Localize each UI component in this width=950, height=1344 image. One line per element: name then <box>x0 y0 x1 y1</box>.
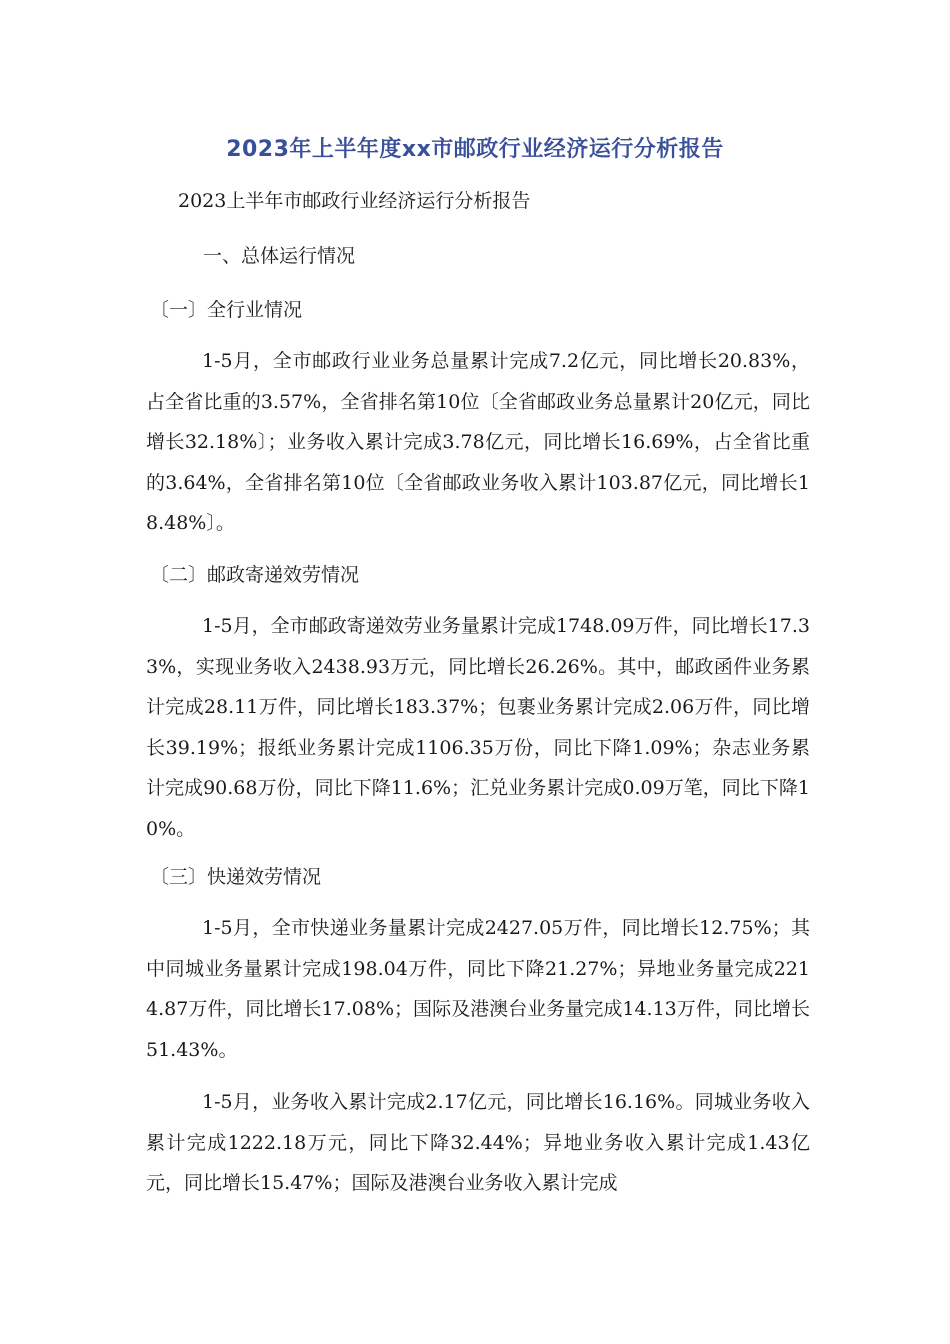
subsection-heading-industry: 〔一〕全行业情况 <box>150 299 303 321</box>
document-title: 2023年上半年度xx市邮政行业经济运行分析报告 <box>226 137 724 162</box>
section-heading-overall: 一、总体运行情况 <box>203 245 356 267</box>
paragraph-express-volume: 1-5月，全市快递业务量累计完成2427.05万件，同比增长12.75%；其中同城业务量累计完成198.04万件，同比下降21.27%；异地业务量完成2214.87万件，同比增长17.08%；国际及港澳台业务量完成14.13万件，同比增长51.43%。 <box>146 917 810 1061</box>
paragraph-industry: 1-5月，全市邮政行业业务总量累计完成7.2亿元，同比增长20.83%，占全省比重的3.57%，全省排名第10位〔全省邮政业务总量累计20亿元，同比增长32.18%〕；业务收入累计完成3.78亿元，同比增长16.69%，占全省比重的3.64%，全省排名第10位〔全省邮政业务收入累计103.87亿元，同比增长18.48%〕。 <box>146 350 810 534</box>
subsection-heading-express: 〔三〕快递效劳情况 <box>150 866 322 888</box>
paragraph-express-revenue: 1-5月，业务收入累计完成2.17亿元，同比增长16.16%。同城业务收入累计完成1222.18万元，同比下降32.44%；异地业务收入累计完成1.43亿元，同比增长15.47%；国际及港澳台业务收入累计完成 <box>146 1091 810 1194</box>
paragraph-postal: 1-5月，全市邮政寄递效劳业务量累计完成1748.09万件，同比增长17.33%，实现业务收入2438.93万元，同比增长26.26%。其中，邮政函件业务累计完成28.11万件，同比增长183.37%；包裹业务累计完成2.06万件，同比增长39.19%；报纸业务累计完成1106.35万份，同比下降1.09%；杂志业务累计完成90.68万份，同比下降11.6%；汇兑业务累计完成0.09万笔，同比下降10%。 <box>146 615 810 840</box>
document-subtitle: 2023上半年市邮政行业经济运行分析报告 <box>178 190 531 212</box>
subsection-heading-postal: 〔二〕邮政寄递效劳情况 <box>150 564 360 586</box>
